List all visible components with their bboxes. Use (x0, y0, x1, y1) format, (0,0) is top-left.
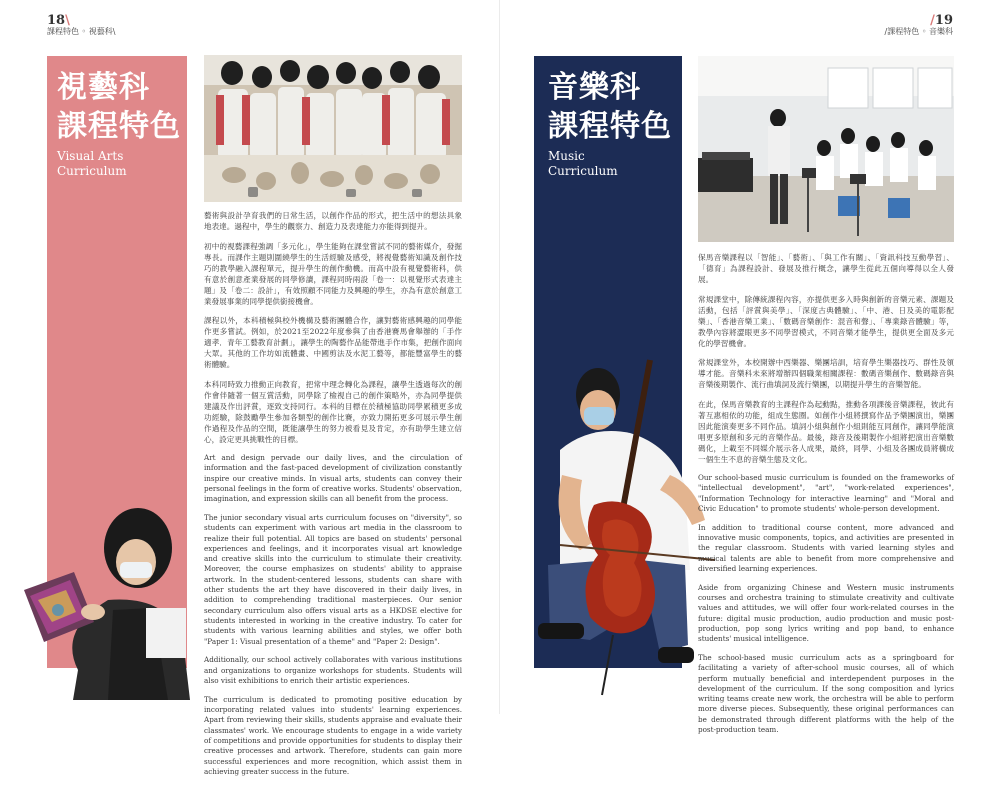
right-page-header: /19 /課程特色 ◦ 音樂科 (884, 13, 953, 37)
music-subtitle-en: Music Curriculum (548, 149, 618, 178)
left-page-header: 18\ 課程特色 ◦ 視藝科\ (47, 13, 116, 37)
left-header-label: 課程特色 ◦ 視藝科\ (47, 27, 116, 37)
visual-arts-class-photo (204, 55, 462, 202)
visual-arts-chinese-text: 藝術與設計孕育我們的日常生活，以創作作品的形式，把生活中的想法具象地表達。過程中，學生的觀察力、創造力及表達能力亦能得到提升。 初中的視藝課程強調「多元化」，學生能夠在課堂嘗試不同的藝術媒介，發掘專長。而課作主題則圍繞學生的生活經驗及感受，將視覺藝術知識及創作技巧的教學融入課程單元，提升學生的創作動機。而高中設有視覺藝術科，供有意於創意產業發展的同學修讀，課程同時兩設「卷一：以視覺形式表達主題」及「卷二：設計」，有效照顧不同能力及興趣的學生，亦為有意於創意工業發展事業的同學提供銜接機會。 課程以外，本科積極與校外機構及藝術團體合作，讓對藝術感興趣的同學能作更多嘗試。例如，於2021至2022年度參與了由香港賽馬會舉辦的「手作適孝．青年工藝教育計劃」，讓學生的陶藝作品能帶進手作市集，把創作面向大眾。其他的工作坊如流體畫、中國剪法及水泥工藝等，都能豐富學生的藝術體驗。 本科同時致力推動正向教育，把常中理念轉化為課程，讓學生透過每次的創作會伴隨著一個互賞活動，同學除了檢視自己的創作策略外，亦為同學提供建議及作出評賞，逐致支持同行。本科的目標在於積極協助同學累積更多成功經驗，除鼓勵學生參加各類型的創作比賽，亦致力開拓更多可展示學生創作過程及作品的空間，既能讓學生的努力被看見及肯定，亦有助學生建立信心，設定更具挑戰性的目標。 (204, 211, 462, 444)
visual-arts-title: 視藝科 課程特色 (57, 70, 181, 144)
music-english-text: Our school-based music curriculum is founded on the frameworks of "intellectual development", "art", "work-related experiences", "Information Technology for interactive learning" and "Moral and Civic Education" to promote students' whole-person development. In addition to traditional course content, more advanced and innovative music components, topics, and activities are presented in the regular classroom. Students with varied learning styles and musical talents are able to benefit from more comprehensive and diversified learning experiences. Aside from organizing Chinese and Western music instruments courses and orchestra training to stimulate creativity and cultivate values and attitudes, we will offer four work-related courses in the future: digital music production, audio production and music post-production, pop song lyrics writing and pop band, to enhance students' musical intelligence. The school-based music curriculum acts as a springboard for facilitating a variety of after-school music courses, all of which perform mutually beneficial and interdependent purposes in the development of the curriculum. If the song composition and lyrics writing teams create new work, the orchestra will be able to perform more diverse pieces. Subsequently, these original performances can be demonstrated through different platforms with the help of the post-production team. (698, 473, 954, 735)
left-page (0, 0, 500, 776)
music-chinese-text: 保馬音樂課程以「智能」、「藝術」、「與工作有關」、「資訊科技互動學習」、「德育」為課程設計、發展及推行概念，讓學生從此五個向導得以全人發展。 常規課堂中，除傳統課程內容，亦提供更多入時與創新的音樂元素、課題及活動，包括「評賞與美學」、「深度古典體驗」、「中、港、日及美的電影配樂」、「香港音樂工業」、「數碼音樂創作：混音和聲」、「專業錄音體驗」等，教學內容將澀眼更多不同學習模式，不同音樂才能學生，提供更全面及多元化的學習機會。 常規課堂外，本校開辦中西樂器、樂團培訓，培育學生樂器技巧、群性及領導才能。音樂科未來將增辦四個職業相關課程：數碼音樂創作、數碼錄音與音樂後期製作、流行曲填詞及流行樂團，以期提升學生的音樂智能。 在此，保馬音樂教育的主課程作為起動點，推動各項課後音樂課程，彼此有著互惠相依的功能，組成生態圈。如創作小組將撰寫作品予樂團演出，樂團因此能演奏更多不同作品。填詞小組與創作小組則能互同創作，讓同學能演唱更多原創和多元的音樂作品。最後，錄音及後期製作小組將把演出音樂數碼化，上載至不同媒介展示各人成果，最終，同學、小組及各團成員將構成一個生生不息的音樂生態及文化。 (698, 253, 954, 464)
visual-arts-english-text: Art and design pervade our daily lives, and the circulation of information and the fast-paced development of civilization constantly inspire our creative minds. In visual arts, students can convey their personal feelings in the form of creative works. Students' observation, imagination, and expression skills can all benefit from the process. The junior secondary visual arts curriculum focuses on "diversity", so students can experiment with various art media in the classroom to realize their full potential. All topics are based on students' personal experiences and feelings, and it incorporates visual art knowledge and creative skills into the curriculum to stimulate their creativity. Moreover, the course emphasizes on students' ability to appraise artwork. In the student-centered lessons, students can share with other students the art they have discovered in their daily lives, in addition to comprehending traditional masterpieces. Our senior secondary curriculum also offers visual arts as a HKDSE elective for students interested in working in the creative industry. To cater for students with various learning abilities and styles, we offer both "Paper 1: Visual presentation of a theme" and "Paper 2: Design". Additionally, our school actively collaborates with various institutions and organizations to organize workshops for students. Students will also visit exhibitions to enrich their artistic experiences. The curriculum is dedicated to promoting positive education by incorporating related values into students' learning experiences. Apart from reviewing their skills, students appraise and evaluate their classmates' work. We encourage students to engage in a wide variety of competitions and provide opportunities for students to display their creative processes and artwork. Therefore, students can gain more successful experiences and more recognition, which assist them in achieving greater success in the future. (204, 453, 462, 776)
music-class-photo (698, 56, 954, 242)
music-title: 音樂科 課程特色 (548, 70, 672, 144)
left-page-number: 18 (47, 13, 66, 28)
visual-arts-subtitle-en: Visual Arts Curriculum (57, 149, 127, 178)
music-body (698, 252, 954, 744)
visual-arts-body (204, 210, 462, 786)
cello-student-photo (520, 355, 720, 700)
student-with-artwork-photo (18, 500, 198, 700)
right-header-label: /課程特色 ◦ 音樂科 (884, 27, 953, 37)
right-page-number: 19 (934, 13, 953, 28)
